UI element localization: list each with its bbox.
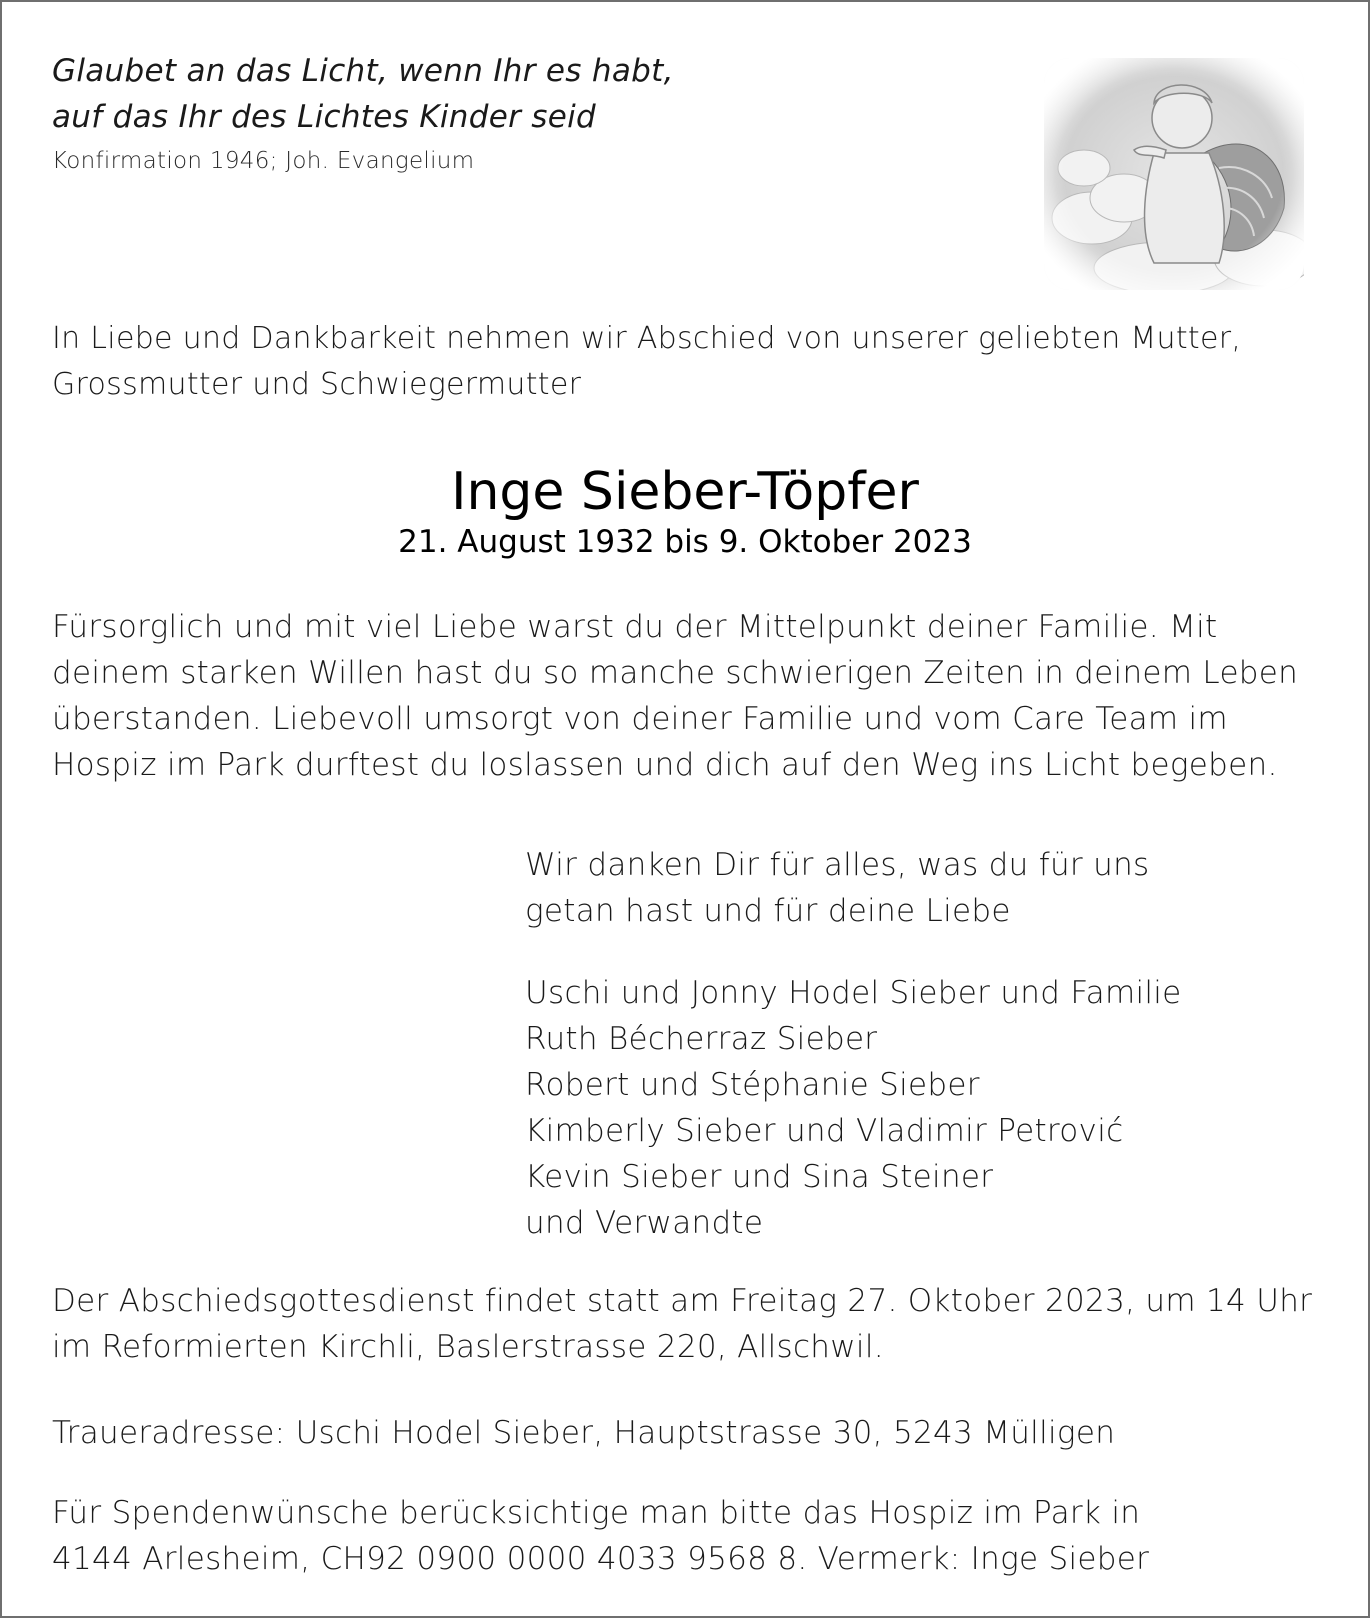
motto-quote <box>52 48 674 140</box>
thanks-text <box>525 842 1149 934</box>
mourner-item: Kevin Sieber und Sina Steiner <box>525 1159 994 1195</box>
mourner-item: und Verwandte <box>525 1205 764 1241</box>
service-line: im Reformierten Kirchli, Baslerstrasse 220, Allschwil. <box>52 1329 884 1365</box>
tribute-line: Fürsorglich und mit viel Liebe warst du der Mittelpunkt deiner Familie. Mit <box>52 609 1218 645</box>
donation-line: 4144 Arlesheim, CH92 0900 0000 4033 9568 8. Vermerk: Inge Sieber <box>52 1541 1150 1577</box>
life-dates: 21. August 1932 bis 9. Oktober 2023 <box>398 524 972 560</box>
mourner-item: Robert und Stéphanie Sieber <box>525 1067 980 1103</box>
deceased-name: Inge Sieber-Töpfer <box>451 462 919 522</box>
service-info <box>52 1278 1312 1370</box>
service-line: Der Abschiedsgottesdienst findet statt am Freitag 27. Oktober 2023, um 14 Uhr <box>52 1283 1313 1319</box>
tribute-text <box>52 604 1298 788</box>
intro-text <box>52 316 1241 408</box>
mourner-item: Kimberly Sieber und Vladimir Petrović <box>525 1113 1124 1149</box>
donation-info <box>52 1490 1149 1582</box>
intro-line-2: Grossmutter und Schwiegermutter <box>52 367 582 402</box>
tribute-line: überstanden. Liebevoll umsorgt von deiner Familie und vom Care Team im <box>52 701 1228 737</box>
motto-source: Konfirmation 1946; Joh. Evangelium <box>52 148 475 174</box>
intro-line-1: In Liebe und Dankbarkeit nehmen wir Abschied von unserer geliebten Mutter, <box>52 321 1242 356</box>
donation-line: Für Spendenwünsche berücksichtige man bitte das Hospiz im Park in <box>52 1495 1141 1531</box>
mourner-item: Ruth Bécherraz Sieber <box>525 1021 878 1057</box>
tribute-line: deinem starken Willen hast du so manche schwierigen Zeiten in deinem Leben <box>52 655 1299 691</box>
motto-line-1: Glaubet an das Licht, wenn Ihr es habt, <box>52 53 674 89</box>
mourner-item: Uschi und Jonny Hodel Sieber und Familie <box>525 975 1182 1011</box>
angel-icon <box>1044 58 1304 290</box>
mourners-list <box>525 970 1182 1246</box>
thanks-line: getan hast und für deine Liebe <box>525 893 1011 929</box>
motto-line-2: auf das Ihr des Lichtes Kinder seid <box>52 99 596 135</box>
tribute-line: Hospiz im Park durftest du loslassen und dich auf den Weg ins Licht begeben. <box>52 747 1278 783</box>
mourning-address: Traueradresse: Uschi Hodel Sieber, Hauptstrasse 30, 5243 Mülligen <box>52 1415 1116 1451</box>
thanks-line: Wir danken Dir für alles, was du für uns <box>525 847 1150 883</box>
